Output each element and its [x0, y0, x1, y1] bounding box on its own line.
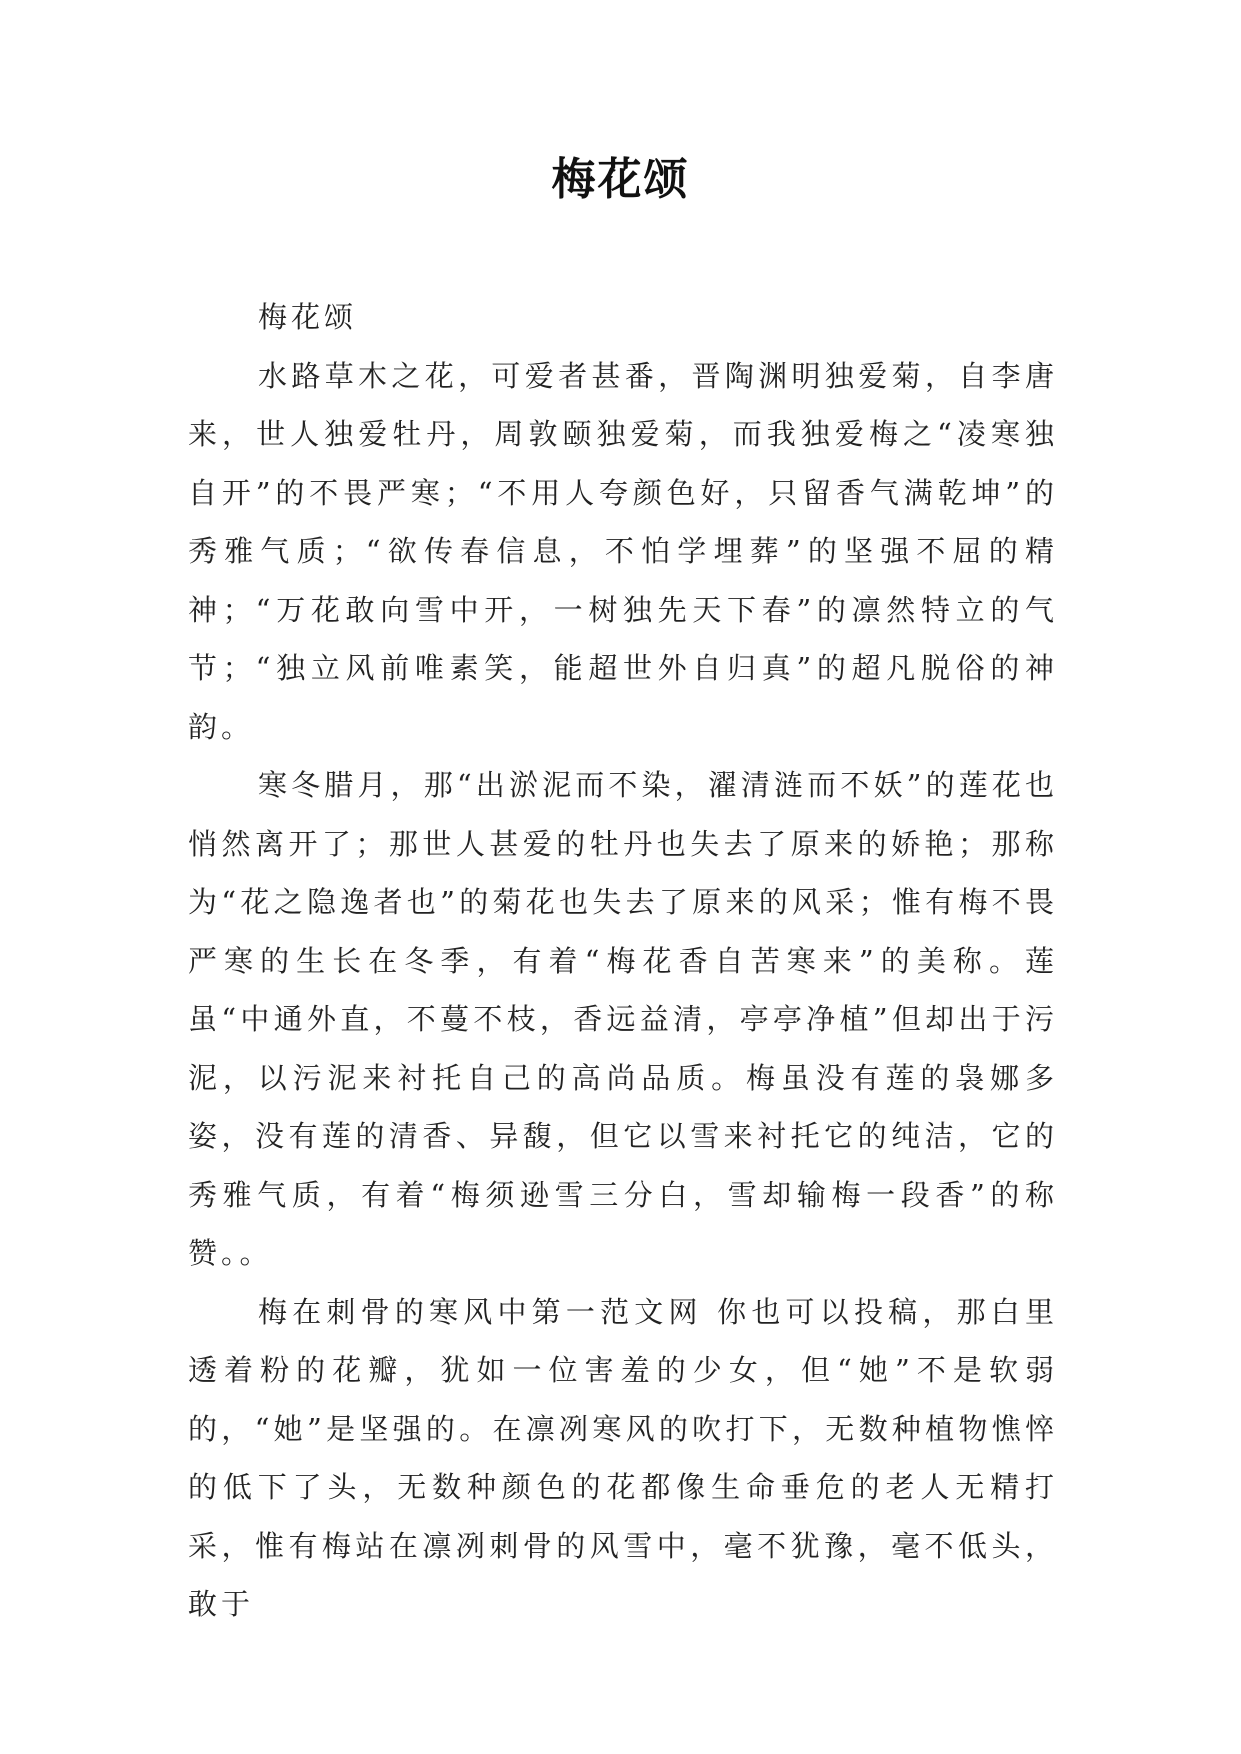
paragraph: 水路草木之花，可爱者甚番，晋陶渊明独爱菊，自李唐来，世人独爱牡丹，周敦颐独爱菊，而我独爱梅之“凌寒独自开”的不畏严寒；“不用人夸颜色好，只留香气满乾坤”的秀雅气质；“欲传春信息，不怕学埋葬”的坚强不屈的精神；“万花敢向雪中开，一树独先天下春”的凛然特立的气节；“独立风前唯素笑，能超世外自归真”的超凡脱俗的神韵。 [188, 358, 1058, 744]
paragraph: 梅在刺骨的寒风中第一范文网 你也可以投稿，那白里透着粉的花瓣，犹如一位害羞的少女，但“她”不是软弱的，“她”是坚强的。在凛冽寒风的吹打下，无数种植物憔悴的低下了头，无数种颜色的花都像生命垂危的老人无精打采，惟有梅站在凛冽刺骨的风雪中，毫不犹豫，毫不低头，敢于 [188, 1294, 1058, 1621]
paragraph: 寒冬腊月，那“出淤泥而不染，濯清涟而不妖”的莲花也悄然离开了；那世人甚爱的牡丹也失去了原来的娇艳；那称为“花之隐逸者也”的菊花也失去了原来的风采；惟有梅不畏严寒的生长在冬季，有着“梅花香自苦寒来”的美称。莲虽“中通外直，不蔓不枝，香远益清，亭亭净植”但却出于污泥，以污泥来衬托自己的高尚品质。梅虽没有莲的袅娜多姿，没有莲的清香、异馥，但它以雪来衬托它的纯洁，它的秀雅气质，有着“梅须逊雪三分白，雪却输梅一段香”的称赞。。 [188, 768, 1058, 1270]
paragraph-subtitle: 梅花颂 [258, 300, 358, 334]
document-body [188, 288, 1058, 1634]
document-title: 梅花颂 [551, 154, 690, 205]
